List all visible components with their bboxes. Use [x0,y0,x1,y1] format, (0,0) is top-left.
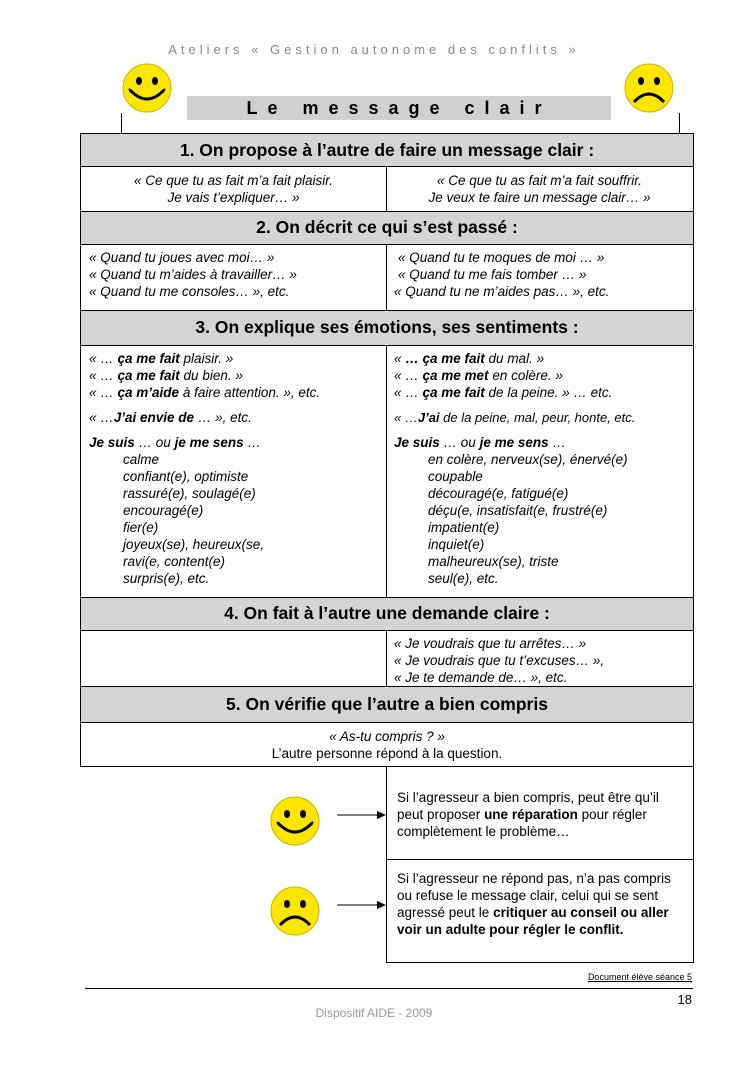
text-line: « Je voudrais que tu arrêtes… » [394,636,587,651]
section-3-right-cell [386,346,694,598]
feeling-item: rassuré(e), soulagé(e) [123,486,256,501]
feeling-item: découragé(e, fatigué(e) [428,486,569,501]
text-line: « Je voudrais que tu t’excuses… », [394,653,605,668]
text-line: L’autre personne répond à la question. [271,746,503,761]
feeling-item: encouragé(e) [123,503,204,518]
footer-divider [85,988,693,989]
text-line: « As-tu compris ? » [329,729,445,744]
outcome-good-box: Si l’agresseur a bien compris, peut être qu’il peut proposer une réparation pour régler complètement le problème… [386,767,694,860]
text-line: « … ça m’aide à faire attention. », etc. [89,385,321,400]
text-line: « Quand tu joues avec moi… » [89,250,275,265]
feeling-item: joyeux(se), heureux(se, [123,537,265,552]
page-header: Ateliers « Gestion autonome des conflits » [168,42,580,57]
text-line: « Quand tu te moques de moi … » [398,250,605,265]
text-line: Je suis … ou je me sens … [394,435,566,450]
document-label: Document élève séance 5 [587,972,692,982]
section-5-heading: 5. On vérifie que l’autre a bien compris [80,687,694,723]
section-4-heading: 4. On fait à l’autre une demande claire : [80,598,694,631]
feeling-item: confiant(e), optimiste [123,469,249,484]
text-line: « …J’ai de la peine, mal, peur, honte, etc. [394,410,636,425]
section-1-right-cell [386,167,694,212]
page-number: 18 [677,992,692,1007]
text-line: « Je te demande de… », etc. [394,670,568,685]
section-2-heading: 2. On décrit ce qui s’est passé : [80,212,694,245]
text-line: Je veux te faire un message clair… » [428,190,651,205]
section-5-cell [80,723,694,767]
footer-source: Dispositif AIDE - 2009 [315,1006,433,1020]
feeling-item: ravi(e, content(e) [123,554,226,569]
text-line: Je suis … ou je me sens … [89,435,261,450]
text-line: « Ce que tu as fait m’a fait souffrir. [436,173,643,188]
feeling-item: déçu(e, insatisfait(e, frustré(e) [428,503,608,518]
feeling-item: impatient(e) [428,520,500,535]
text-line: « Quand tu me fais tomber … » [398,267,587,282]
text-line: « Ce que tu as fait m’a fait plaisir. [133,173,334,188]
text-line: Je vais t’expliquer… » [167,190,300,205]
text-line: « … ça me fait du bien. » [89,368,243,383]
text-line: « … ça me fait du mal. » [394,351,545,366]
feeling-item: surpris(e), etc. [123,571,210,586]
section-4-right-cell [386,631,694,687]
text-line: « … ça me fait plaisir. » [89,351,234,366]
text-line: « Quand tu me consoles… », etc. [89,284,290,299]
feeling-item: calme [123,452,160,467]
text-line: « Quand tu ne m’aides pas… », etc. [394,284,610,299]
feeling-item: seul(e), etc. [428,571,499,586]
section-2-left-cell [80,245,387,311]
sad-smiley-icon [269,885,321,937]
section-1-left-cell [80,167,387,212]
text-line: « …J’ai envie de … », etc. [89,410,252,425]
happy-smiley-icon [121,62,173,114]
feeling-item: inquiet(e) [428,537,485,552]
page-title: Le message clair [187,96,611,120]
section-4-left-cell [80,631,387,687]
text-line: « … ça me fait de la peine. » … etc. [394,385,613,400]
feeling-item: coupable [428,469,483,484]
section-3-heading: 3. On explique ses émotions, ses sentiments : [80,311,694,346]
arrow-right-icon [337,900,387,910]
feeling-item: fier(e) [123,520,159,535]
feeling-item: malheureux(se), triste [428,554,559,569]
section-1-heading: 1. On propose à l’autre de faire un message clair : [80,133,694,167]
feeling-item: en colère, nerveux(se), énervé(e) [428,452,628,467]
arrow-right-icon [337,810,387,820]
happy-smiley-icon [269,795,321,847]
outcome-bad-box: Si l’agresseur ne répond pas, n’a pas compris ou refuse le message clair, celui qui se sent agressé peut le critiquer au conseil ou aller voir un adulte pour régler le conflit. [386,859,694,963]
text-line: « … ça me met en colère. » [394,368,563,383]
section-3-left-cell [80,346,387,598]
section-2-right-cell [386,245,694,311]
text-line: « Quand tu m’aides à travailler… » [89,267,297,282]
sad-smiley-icon [623,62,675,114]
